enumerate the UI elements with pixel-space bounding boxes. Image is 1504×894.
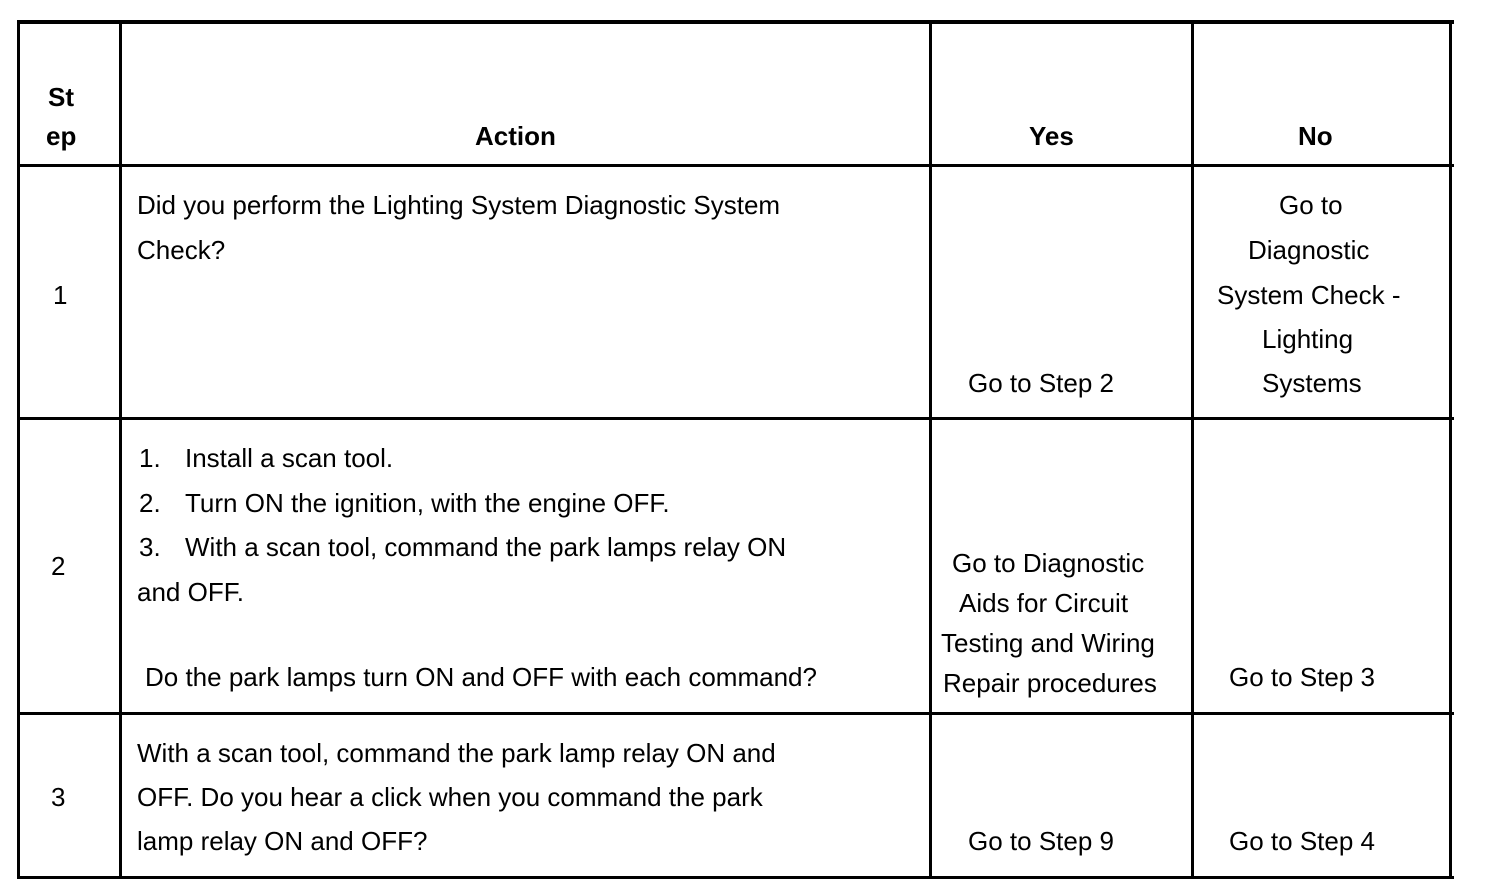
- row1-action-line2: Check?: [137, 235, 226, 265]
- row2-yes-line3: Testing and Wiring: [941, 628, 1155, 658]
- header-action: Action: [475, 121, 556, 151]
- table-border-left: [17, 20, 20, 879]
- row3-action-line1: With a scan tool, command the park lamp relay ON and: [137, 738, 776, 768]
- row2-no: Go to Step 3: [1229, 662, 1375, 692]
- row2-list-text-1: Install a scan tool.: [185, 443, 394, 473]
- row3-step: 3: [51, 782, 66, 812]
- table-border-top: [17, 20, 1454, 24]
- row1-yes: Go to Step 2: [968, 368, 1114, 398]
- header-step-line1: St: [48, 82, 74, 112]
- row2-list-num-1: 1.: [139, 443, 161, 473]
- row-divider-1: [17, 417, 1454, 420]
- row2-question: Do the park lamps turn ON and OFF with each command?: [145, 662, 817, 692]
- row-divider-2: [17, 712, 1454, 715]
- col-divider-action: [929, 20, 932, 879]
- row2-list-continuation: and OFF.: [137, 577, 244, 607]
- table-border-right: [1449, 20, 1452, 879]
- row3-no: Go to Step 4: [1229, 826, 1375, 856]
- row1-no-line2: Diagnostic: [1248, 235, 1370, 265]
- header-divider: [17, 164, 1454, 167]
- row1-no-line5: Systems: [1262, 368, 1362, 398]
- row2-yes-line1: Go to Diagnostic: [952, 548, 1145, 578]
- row1-no-line3: System Check -: [1217, 280, 1401, 310]
- row1-action-line1: Did you perform the Lighting System Diagnostic System: [137, 190, 781, 220]
- row2-list-text-3: With a scan tool, command the park lamps relay ON: [185, 532, 787, 562]
- row1-step: 1: [53, 280, 68, 310]
- row2-list-num-2: 2.: [139, 488, 161, 518]
- col-divider-step: [119, 20, 122, 879]
- row3-action-line2: OFF. Do you hear a click when you command the park: [137, 782, 763, 812]
- table-border-bottom: [17, 876, 1454, 879]
- row2-list-num-3: 3.: [139, 532, 161, 562]
- row2-step: 2: [51, 551, 66, 581]
- header-yes: Yes: [1029, 121, 1074, 151]
- row2-list-text-2: Turn ON the ignition, with the engine OFF.: [185, 488, 670, 518]
- header-step-line2: ep: [46, 121, 77, 151]
- row1-no-line4: Lighting: [1262, 324, 1354, 354]
- row2-yes-line2: Aids for Circuit: [959, 588, 1129, 618]
- header-no: No: [1298, 121, 1333, 151]
- row3-yes: Go to Step 9: [968, 826, 1114, 856]
- row2-yes-line4: Repair procedures: [943, 668, 1157, 698]
- row1-no-line1: Go to: [1279, 190, 1343, 220]
- col-divider-yes: [1191, 20, 1194, 879]
- row3-action-line3: lamp relay ON and OFF?: [137, 826, 428, 856]
